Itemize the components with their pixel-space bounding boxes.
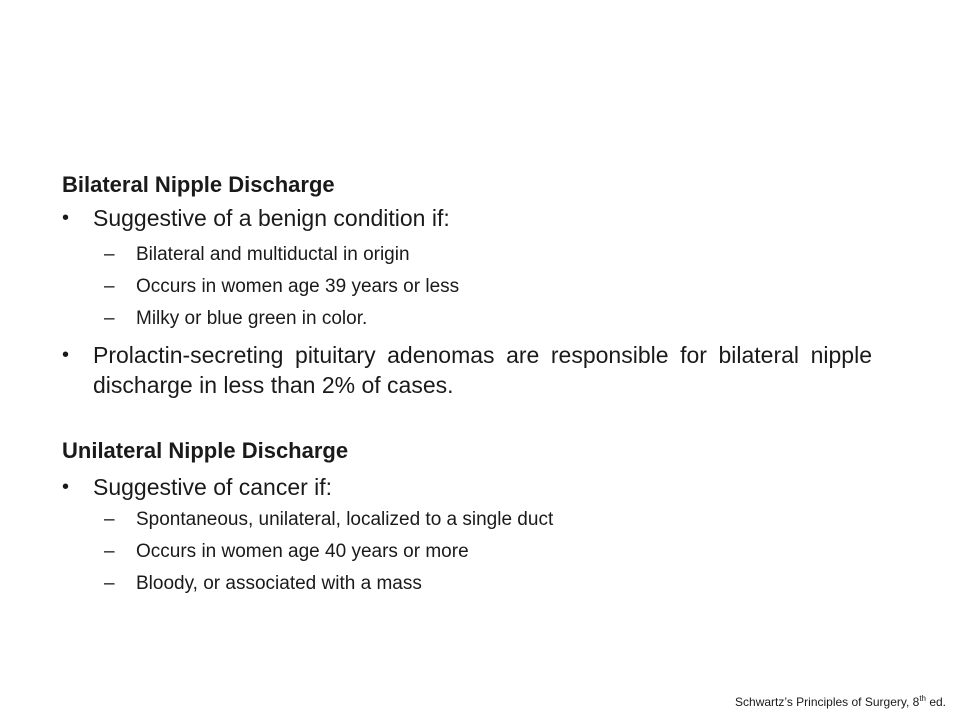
subitem-milky-blue-green bbox=[104, 307, 367, 331]
bullet-symbol: • bbox=[62, 344, 70, 366]
bullet-prolactin-adenomas bbox=[62, 340, 872, 400]
citation-superscript: th bbox=[919, 694, 926, 703]
section-heading-unilateral: Unilateral Nipple Discharge bbox=[62, 438, 349, 463]
subitem-spontaneous-unilateral bbox=[104, 508, 553, 532]
section-heading-bilateral: Bilateral Nipple Discharge bbox=[62, 172, 335, 197]
bullet-symbol: • bbox=[62, 207, 70, 229]
bullet-text: Suggestive of a benign condition if: bbox=[93, 205, 450, 231]
subitem-text: Spontaneous, unilateral, localized to a single duct bbox=[136, 509, 554, 530]
dash-symbol: – bbox=[104, 244, 115, 265]
subitem-bilateral-multiductal bbox=[104, 243, 410, 267]
dash-symbol: – bbox=[104, 509, 115, 530]
subitem-text: Milky or blue green in color. bbox=[136, 308, 368, 329]
bullet-cancer-if bbox=[62, 472, 872, 502]
bullet-text: Prolactin-secreting pituitary adenomas are responsible for bilateral nipple discharge in less than 2% of cases. bbox=[93, 342, 872, 398]
bullet-symbol: • bbox=[62, 476, 70, 498]
subitem-age-40 bbox=[104, 540, 469, 564]
subitem-text: Bloody, or associated with a mass bbox=[136, 573, 422, 594]
subitem-text: Occurs in women age 39 years or less bbox=[136, 276, 460, 297]
dash-symbol: – bbox=[104, 308, 115, 329]
bullet-text: Suggestive of cancer if: bbox=[93, 474, 333, 500]
bullet-benign-condition bbox=[62, 203, 872, 233]
subitem-age-39 bbox=[104, 275, 459, 299]
subitem-text: Bilateral and multiductal in origin bbox=[136, 244, 410, 265]
subitem-text: Occurs in women age 40 years or more bbox=[136, 541, 469, 562]
subitem-bloody-mass bbox=[104, 572, 422, 596]
dash-symbol: – bbox=[104, 276, 115, 297]
citation bbox=[735, 694, 946, 709]
citation-main: Schwartz’s Principles of Surgery, 8 bbox=[735, 695, 920, 709]
dash-symbol: – bbox=[104, 541, 115, 562]
citation-suffix: ed. bbox=[925, 695, 946, 709]
dash-symbol: – bbox=[104, 573, 115, 594]
